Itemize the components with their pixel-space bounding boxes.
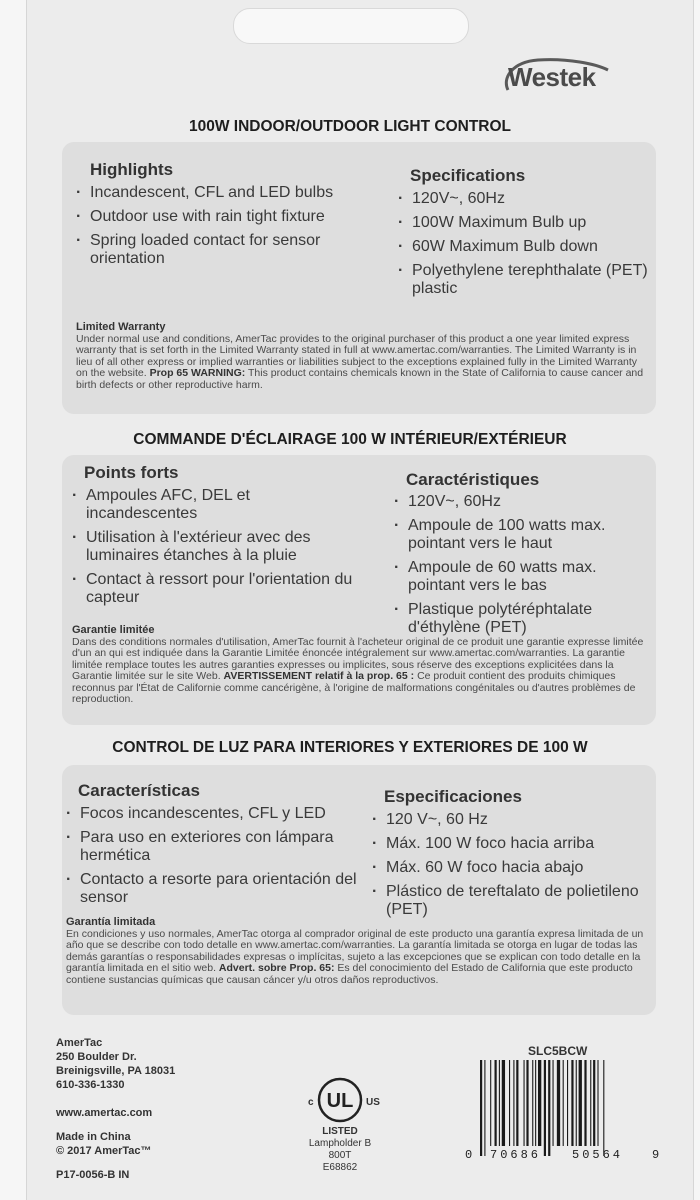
barcode-bar xyxy=(584,1060,586,1146)
highlights-title: Highlights xyxy=(90,160,174,179)
specifications-title: Specifications xyxy=(410,166,526,185)
website-text: www.amertac.com xyxy=(56,1107,153,1119)
barcode-digit-last: 9 xyxy=(652,1148,660,1162)
barcode-bar xyxy=(603,1060,604,1156)
warranty-block-en xyxy=(76,322,648,391)
list-item: · Polyethylene terephthalate (PET) plastic xyxy=(398,262,648,298)
points-forts-list xyxy=(72,487,362,613)
barcode-bar xyxy=(576,1060,577,1146)
caracteristiques-list xyxy=(394,493,646,643)
address-line-1: 250 Boulder Dr. xyxy=(56,1051,137,1063)
ul-listed-text: LISTED xyxy=(322,1126,358,1137)
barcode-bar xyxy=(484,1060,485,1156)
warranty-text: Under normal use and conditions, AmerTac provides to the original purchaser of this product a one year limited express warranty that is set forth in the Limited Warranty stated in full at www.amertac.com/warranties. The Limited Warranty is in lieu of all other express or implied warranties or liabilities subject to the exceptions explained fully in the Limited Warranty on the website. xyxy=(76,332,638,379)
panel-fr xyxy=(62,455,656,725)
barcode-bar xyxy=(535,1060,536,1146)
prop65-text: This product contains chemicals known in the State of California to cause cancer and birth defects or other reproductive harm. xyxy=(76,367,644,391)
copyright-text: © 2017 AmerTac™ xyxy=(56,1145,152,1157)
list-item: · Plástico de tereftalato de polietileno (PET) xyxy=(372,883,648,919)
model-number: SLC5BCW xyxy=(528,1044,588,1058)
section-heading-fr: COMMANDE D'ÉCLAIRAGE 100 W INTÉRIEUR/EXTÉRIEUR xyxy=(133,431,567,448)
company-address xyxy=(56,1036,175,1092)
list-item: · Utilisation à l'extérieur avec des luminaires étanches à la pluie xyxy=(72,529,362,565)
barcode-icon xyxy=(474,1060,650,1158)
especificaciones-title: Especificaciones xyxy=(384,787,522,806)
warranty-title: Garantía limitada xyxy=(66,916,156,928)
caracteristiques-title: Caractéristiques xyxy=(406,470,540,489)
panel-es xyxy=(62,765,656,1015)
ul-line-2: 800T xyxy=(328,1150,352,1161)
warranty-title: Limited Warranty xyxy=(76,321,166,333)
warranty-text: En condiciones y uso normales, AmerTac otorga al comprador original de este producto una garantía expresa limitada de un año que se describe con todo detalle en www.amertac.com/warranties. La garantía limitada se otorga en lugar de todas las demás garantías o responsabilidades expresas o implícitas, sujeto a las excepciones que se explican con todo detalle en la garantía limitada en el sitio web. xyxy=(66,927,644,974)
list-item: · Máx. 100 W foco hacia arriba xyxy=(372,835,648,853)
phone-number: 610-336-1330 xyxy=(56,1079,125,1091)
warranty-title: Garantie limitée xyxy=(72,624,155,636)
barcode-bar xyxy=(590,1060,591,1146)
list-item: · 100W Maximum Bulb up xyxy=(398,214,648,232)
list-item: · Spring loaded contact for sensor orientation xyxy=(76,232,376,268)
list-item: · Ampoules AFC, DEL et incandescentes xyxy=(72,487,362,523)
ul-line-3: E68862 xyxy=(322,1162,358,1173)
ul-us-mark: US xyxy=(366,1097,380,1108)
barcode-bar xyxy=(593,1060,595,1146)
section-heading-es: CONTROL DE LUZ PARA INTERIORES Y EXTERIORES DE 100 W xyxy=(112,739,588,756)
barcode-bar xyxy=(532,1060,533,1146)
barcode-bar xyxy=(538,1060,541,1146)
barcode-bar xyxy=(557,1060,560,1146)
list-item: · 120V~, 60Hz xyxy=(394,493,646,511)
ul-listed-icon xyxy=(316,1076,364,1124)
address-line-2: Breinigsville, PA 18031 xyxy=(56,1065,176,1077)
list-item: · Plastique polytéréphtalate d'éthylène (PET) xyxy=(394,601,646,637)
warranty-text: Dans des conditions normales d'utilisation, AmerTac fournit à l'acheteur original de ce produit une garantie expresse limitée d'un an qui est indiquée dans la Garantie Limitée énoncée intégralement sur www.amertac.com/warranties. La garantie limitée remplace toutes les autres garanties expresses ou implicites, sous réserve des exceptions explicitées dans la Garantie limitée sur le site Web. xyxy=(72,635,644,682)
list-item: · Contact à ressort pour l'orientation du capteur xyxy=(72,571,362,607)
caracteristicas-title: Características xyxy=(78,781,200,800)
barcode-bar xyxy=(513,1060,514,1146)
barcode-bar xyxy=(490,1060,491,1146)
specifications-list xyxy=(398,190,648,304)
part-code: P17-0056-B IN xyxy=(56,1169,130,1181)
list-item: · 120V~, 60Hz xyxy=(398,190,648,208)
points-forts-title: Points forts xyxy=(84,463,179,482)
hang-hole xyxy=(233,8,469,44)
barcode-bar xyxy=(516,1060,518,1146)
panel-en xyxy=(62,142,656,414)
list-item: · Ampoule de 100 watts max. pointant vers le haut xyxy=(394,517,646,553)
barcode-bar xyxy=(499,1060,500,1146)
barcode-bar xyxy=(544,1060,546,1156)
barcode-digits-left: 70686 xyxy=(490,1148,542,1162)
prop65-label: Advert. sobre Prop. 65: xyxy=(218,962,335,974)
barcode-bar xyxy=(597,1060,598,1146)
barcode-bar xyxy=(579,1060,582,1146)
list-item: · Contacto a resorte para orientación del sensor xyxy=(66,871,376,907)
list-item: · 60W Maximum Bulb down xyxy=(398,238,648,256)
ul-c-mark: c xyxy=(308,1097,314,1108)
list-item: · Incandescent, CFL and LED bulbs xyxy=(76,184,376,202)
list-item: · Máx. 60 W foco hacia abajo xyxy=(372,859,648,877)
barcode-bar xyxy=(495,1060,497,1146)
prop65-label: AVERTISSEMENT relatif à la prop. 65 : xyxy=(223,670,415,682)
barcode-bar xyxy=(509,1060,510,1146)
prop65-text: Es del conocimiento del Estado de California que este producto contiene sustancias químicas que causan cáncer y/u otros daños reproductivos. xyxy=(66,962,633,986)
section-heading-en: 100W INDOOR/OUTDOOR LIGHT CONTROL xyxy=(188,118,512,135)
barcode-bar xyxy=(524,1060,525,1146)
barcode-digit-first: 0 xyxy=(465,1148,473,1162)
warranty-block-es xyxy=(66,917,648,986)
warranty-block-fr xyxy=(72,625,652,706)
prop65-text: Ce produit contient des produits chimiques reconnus par l'État de Californie comme cancérigène, à l'origine de malformations congénitales ou d'autres problèmes de reproduction. xyxy=(72,670,636,705)
barcode-bar xyxy=(548,1060,550,1156)
barcode-bar xyxy=(567,1060,568,1146)
barcode-digits-right: 50564 xyxy=(572,1148,624,1162)
barcode-bar xyxy=(571,1060,573,1146)
prop65-label: Prop 65 WARNING: xyxy=(149,367,246,379)
origin-block xyxy=(56,1130,152,1158)
barcode-bar xyxy=(480,1060,482,1156)
barcode-bar xyxy=(563,1060,564,1146)
especificaciones-list xyxy=(372,811,648,925)
list-item: · Focos incandescentes, CFL y LED xyxy=(66,805,376,823)
barcode-bar xyxy=(526,1060,528,1146)
list-item: · Outdoor use with rain tight fixture xyxy=(76,208,376,226)
ul-listing-info xyxy=(302,1126,378,1174)
ul-line-1: Lampholder B xyxy=(308,1138,372,1149)
company-name: AmerTac xyxy=(56,1037,103,1049)
list-item: · 120 V~, 60 Hz xyxy=(372,811,648,829)
highlights-list xyxy=(76,184,376,274)
brand-logo: Westek xyxy=(508,62,596,92)
list-item: · Ampoule de 60 watts max. pointant vers le bas xyxy=(394,559,646,595)
made-in-text: Made in China xyxy=(56,1131,131,1143)
svg-text:UL: UL xyxy=(326,1090,354,1112)
caracteristicas-list xyxy=(66,805,376,913)
barcode-bar xyxy=(502,1060,505,1146)
barcode-bar xyxy=(553,1060,554,1146)
list-item: · Para uso en exteriores con lámpara hermética xyxy=(66,829,376,865)
